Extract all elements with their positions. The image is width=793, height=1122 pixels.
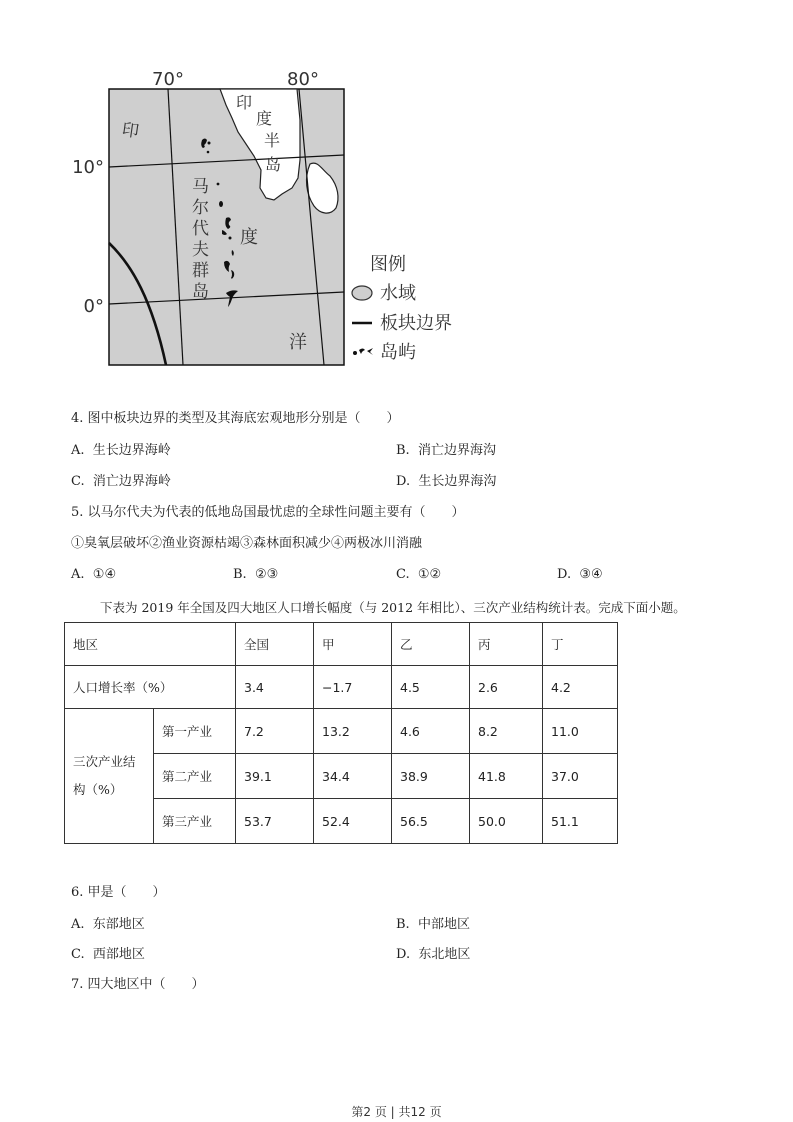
maldives-label-3: 代 — [192, 219, 209, 239]
row-label-primary: 第一产业 — [154, 709, 236, 754]
table-cell: 38.9 — [392, 754, 470, 799]
maldives-label-4: 夫 — [192, 240, 209, 260]
table-cell: −1.7 — [314, 666, 392, 709]
table-cell: 2.6 — [470, 666, 543, 709]
question-5-statements: ①臭氧层破坏②渔业资源枯竭③森林面积减少④两极冰川消融 — [71, 536, 423, 551]
q6-option-d-text: 东北地区 — [418, 947, 471, 962]
header-col-ding: 丁 — [543, 623, 618, 666]
population-industry-table — [64, 622, 618, 844]
table-cell: 3.4 — [236, 666, 314, 709]
maldives-label-5: 群 — [192, 261, 209, 281]
q5-option-c-key: C. — [396, 567, 410, 582]
maldives-label-1: 马 — [192, 177, 209, 197]
row-group-industry-structure — [65, 709, 154, 844]
industry-group-label-line2: 构（%） — [73, 782, 123, 797]
maldives-map-figure — [60, 60, 500, 380]
table-cell: 34.4 — [314, 754, 392, 799]
page-footer: 第2 页 | 共12 页 — [351, 1105, 442, 1119]
q6-option-c-text: 西部地区 — [92, 947, 145, 962]
q4-option-b-key: B. — [396, 443, 410, 458]
map-svg — [60, 60, 500, 380]
lon-label-70: 70° — [152, 69, 184, 90]
q5-option-c[interactable] — [396, 567, 441, 583]
legend-label-island: 岛屿 — [380, 342, 416, 363]
table-cell: 51.1 — [543, 799, 618, 844]
question-6-number: 6. — [71, 885, 84, 900]
q4-option-d[interactable] — [396, 474, 496, 490]
peninsula-label-2: 度 — [256, 109, 273, 128]
q6-option-c[interactable] — [71, 947, 145, 963]
table-row-primary — [65, 709, 618, 754]
table-cell: 52.4 — [314, 799, 392, 844]
peninsula-label-4: 岛 — [265, 155, 282, 174]
q5-option-d-key: D. — [557, 567, 572, 582]
q4-option-c-key: C. — [71, 474, 85, 489]
q5-option-a-key: A. — [71, 567, 85, 582]
q6-option-a[interactable] — [71, 917, 145, 933]
legend-title: 图例 — [370, 254, 406, 275]
q6-option-a-text: 东部地区 — [92, 917, 145, 932]
question-7-stem: 四大地区中（ ） — [87, 977, 205, 992]
question-7-number: 7. — [71, 977, 84, 992]
question-4 — [71, 411, 400, 427]
question-7 — [71, 977, 205, 993]
lon-label-80: 80° — [287, 69, 319, 90]
q4-option-a-key: A. — [71, 443, 85, 458]
table-cell: 50.0 — [470, 799, 543, 844]
q4-option-a-text: 生长边界海岭 — [92, 443, 171, 458]
legend-label-water: 水域 — [380, 283, 416, 304]
q4-option-a[interactable] — [71, 443, 171, 459]
q5-option-d-text: ③④ — [579, 567, 603, 582]
maldives-label-2: 尔 — [192, 198, 209, 218]
table-cell: 8.2 — [470, 709, 543, 754]
header-col-national: 全国 — [236, 623, 314, 666]
maldives-label-6: 岛 — [192, 282, 209, 302]
q4-option-b[interactable] — [396, 443, 496, 459]
question-6-stem: 甲是（ ） — [87, 885, 166, 900]
q6-option-d-key: D. — [396, 947, 411, 962]
table-intro: 下表为 2019 年全国及四大地区人口增长幅度（与 2012 年相比）、三次产业结构统计表。完成下面小题。 — [100, 600, 686, 615]
table-row-population — [65, 666, 618, 709]
q6-option-b[interactable] — [396, 917, 470, 933]
lat-label-10: 10° — [72, 157, 104, 178]
q5-option-a-text: ①④ — [92, 567, 117, 582]
table-cell: 4.5 — [392, 666, 470, 709]
header-col-bing: 丙 — [470, 623, 543, 666]
q4-option-c-text: 消亡边界海岭 — [92, 474, 171, 489]
q6-option-c-key: C. — [71, 947, 85, 962]
table-cell: 7.2 — [236, 709, 314, 754]
row-label-tertiary: 第三产业 — [154, 799, 236, 844]
q5-option-c-text: ①② — [417, 567, 442, 582]
indian-ocean-label-du: 度 — [240, 227, 258, 248]
row-label-population: 人口增长率（%） — [65, 666, 236, 709]
island-icon — [353, 348, 373, 355]
lat-label-0: 0° — [83, 296, 104, 317]
q6-option-b-text: 中部地区 — [417, 917, 470, 932]
q5-option-b-key: B. — [233, 567, 247, 582]
question-4-stem: 图中板块边界的类型及其海底宏观地形分别是（ ） — [87, 411, 400, 426]
row-label-secondary: 第二产业 — [154, 754, 236, 799]
q4-option-d-text: 生长边界海沟 — [418, 474, 497, 489]
table-header-row — [65, 623, 618, 666]
table-cell: 53.7 — [236, 799, 314, 844]
header-region: 地区 — [65, 623, 236, 666]
table-cell: 11.0 — [543, 709, 618, 754]
table-cell: 56.5 — [392, 799, 470, 844]
q6-option-d[interactable] — [396, 947, 470, 963]
q6-option-a-key: A. — [71, 917, 85, 932]
table-cell: 4.2 — [543, 666, 618, 709]
q4-option-c[interactable] — [71, 474, 171, 490]
table-cell: 39.1 — [236, 754, 314, 799]
table-cell: 13.2 — [314, 709, 392, 754]
q4-option-b-text: 消亡边界海沟 — [417, 443, 496, 458]
q5-option-d[interactable] — [557, 567, 603, 583]
question-4-number: 4. — [71, 411, 84, 426]
q5-option-b[interactable] — [233, 567, 278, 583]
question-6 — [71, 885, 166, 901]
peninsula-label-1: 印 — [236, 93, 253, 112]
q5-option-a[interactable] — [71, 567, 116, 583]
legend-label-plate-boundary: 板块边界 — [380, 313, 452, 334]
industry-group-label-line1: 三次产业结 — [73, 754, 136, 769]
indian-ocean-label-yin: 印 — [120, 119, 141, 143]
water-ellipse-icon — [352, 286, 372, 300]
q4-option-d-key: D. — [396, 474, 411, 489]
question-5 — [71, 505, 465, 521]
q6-option-b-key: B. — [396, 917, 410, 932]
q5-option-b-text: ②③ — [254, 567, 279, 582]
indian-ocean-label-yang: 洋 — [289, 332, 307, 353]
table-cell: 41.8 — [470, 754, 543, 799]
table-cell: 4.6 — [392, 709, 470, 754]
question-5-number: 5. — [71, 505, 84, 520]
peninsula-label-3: 半 — [264, 131, 281, 150]
header-col-yi: 乙 — [392, 623, 470, 666]
table-cell: 37.0 — [543, 754, 618, 799]
header-col-jia: 甲 — [314, 623, 392, 666]
question-5-stem: 以马尔代夫为代表的低地岛国最忧虑的全球性问题主要有（ ） — [87, 505, 465, 520]
